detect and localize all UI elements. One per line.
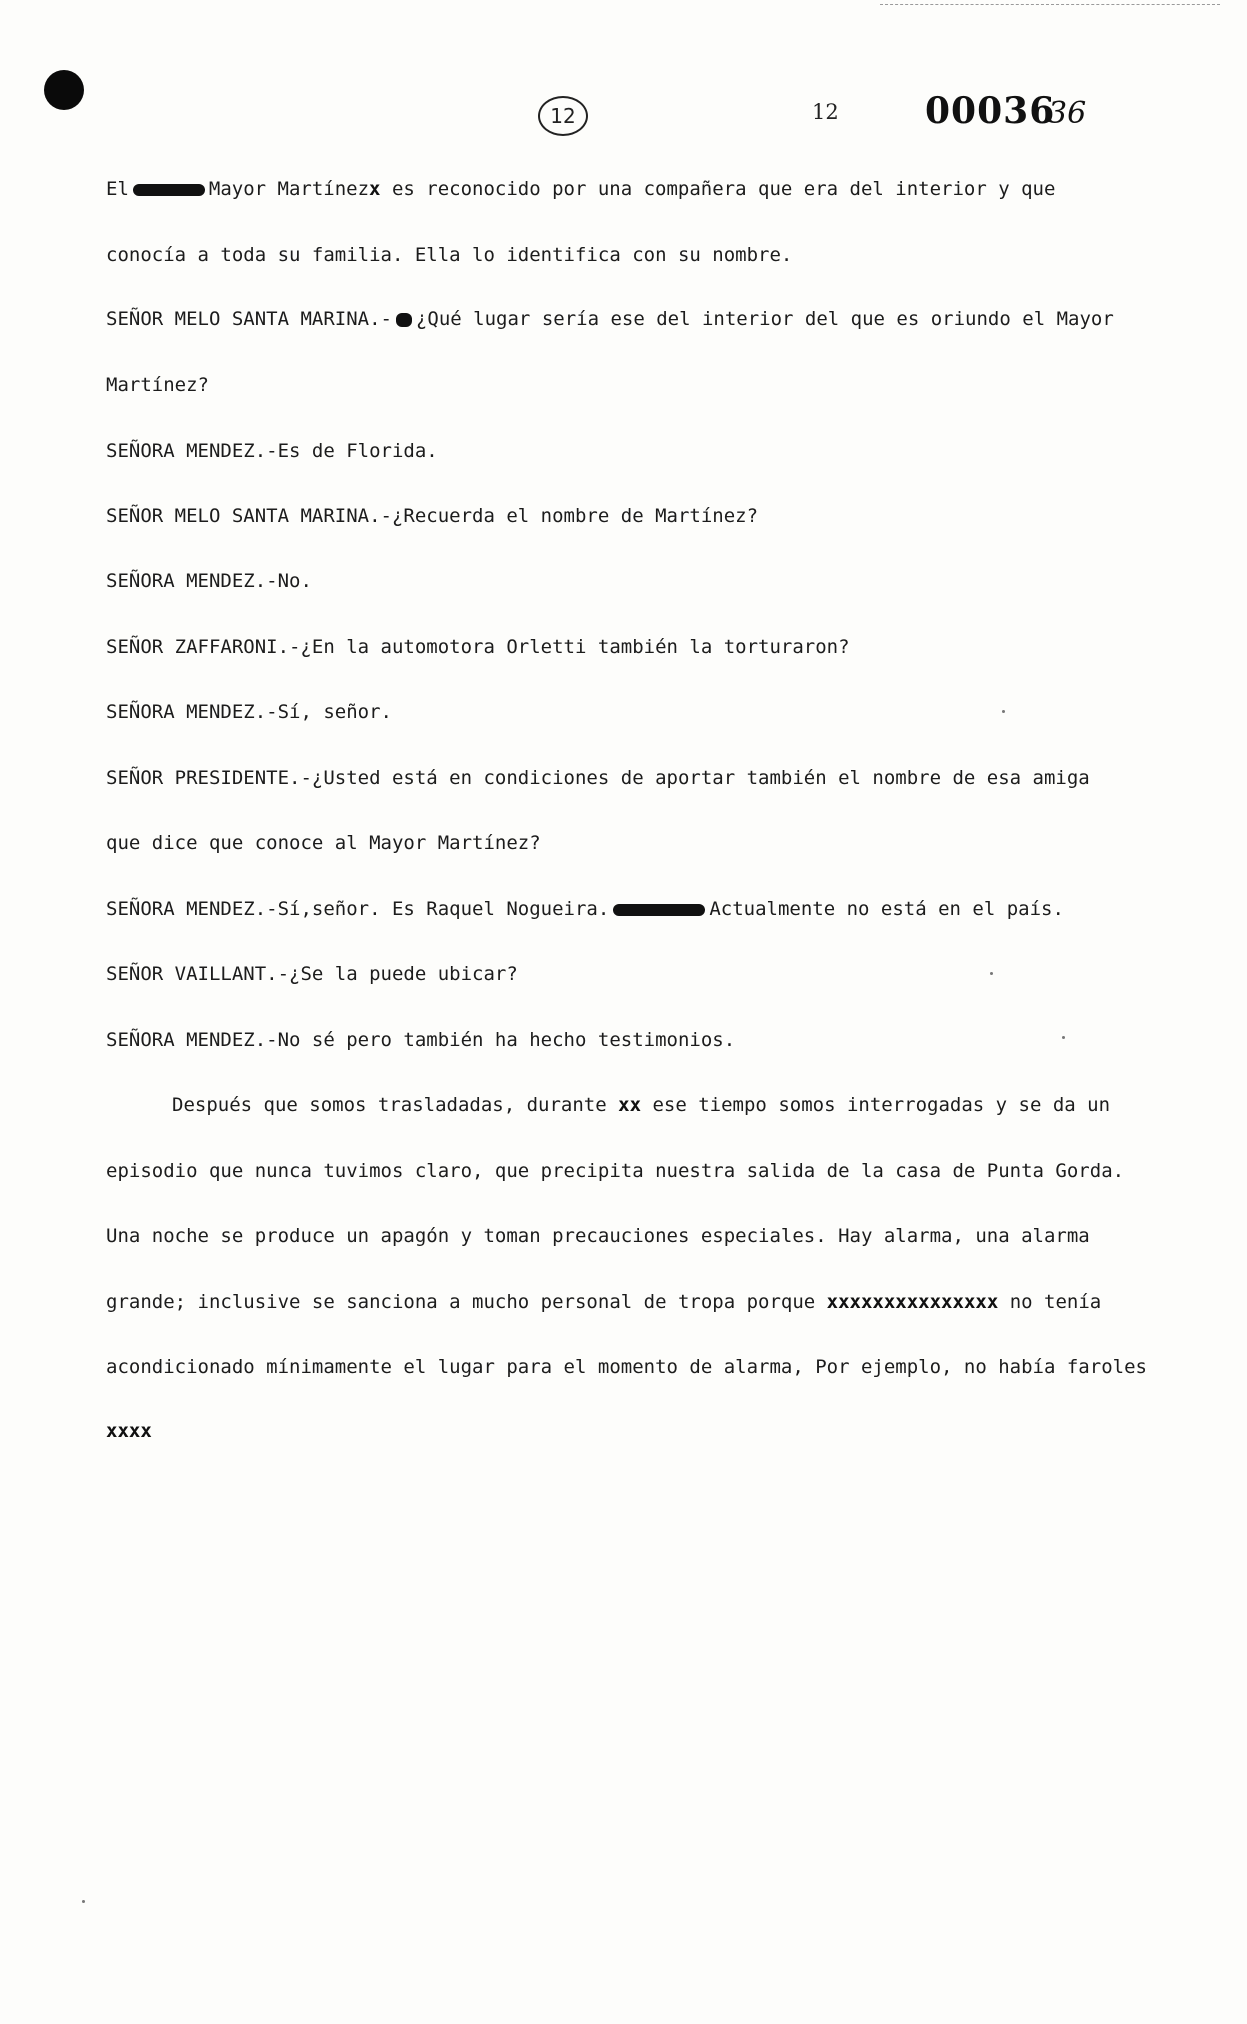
strikeout-mark: xxxx <box>106 1420 152 1442</box>
text-line: SEÑOR MELO SANTA MARINA.- ¿Qué lugar sería ese del interior del que es oriundo el Mayor <box>106 308 1114 330</box>
text-line: SEÑORA MENDEZ.-Sí,señor. Es Raquel Nogueira. Actualmente no está en el país. <box>106 898 1064 920</box>
redaction-mark <box>133 184 205 196</box>
speck-mark <box>1002 710 1005 713</box>
handwritten-folio: 36 <box>1048 96 1087 131</box>
speck-mark <box>990 972 993 975</box>
text-line: SEÑORA MENDEZ.-No sé pero también ha hecho testimonios. <box>106 1029 736 1051</box>
speck-mark <box>1062 1036 1065 1039</box>
circled-page-number: 12 <box>538 96 588 136</box>
text-line: SEÑORA MENDEZ.-Sí, señor. <box>106 701 392 723</box>
text-line: SEÑOR PRESIDENTE.-¿Usted está en condiciones de aportar también el nombre de esa amiga <box>106 767 1090 789</box>
text-line: episodio que nunca tuvimos claro, que precipita nuestra salida de la casa de Punta Gorda. <box>106 1160 1125 1182</box>
strikeout-mark: x <box>369 178 381 200</box>
text-line: El Mayor Martínezx es reconocido por una compañera que era del interior y que <box>106 178 1056 200</box>
punch-hole-mark <box>44 70 84 110</box>
redaction-mark <box>613 904 705 916</box>
text-line: conocía a toda su familia. Ella lo identifica con su nombre. <box>106 244 793 266</box>
text-line: acondicionado mínimamente el lugar para el momento de alarma, Por ejemplo, no había faroles <box>106 1356 1147 1378</box>
top-edge-line <box>880 4 1220 5</box>
text-line: SEÑOR ZAFFARONI.-¿En la automotora Orletti también la torturaron? <box>106 636 850 658</box>
text-line: que dice que conoce al Mayor Martínez? <box>106 832 541 854</box>
speck-mark <box>82 1900 85 1903</box>
text-line: Martínez? <box>106 374 209 396</box>
text-line: grande; inclusive se sanciona a mucho personal de tropa porque xxxxxxxxxxxxxxx no tenía <box>106 1291 1102 1313</box>
strikeout-mark: xx <box>618 1094 642 1116</box>
text-line: SEÑORA MENDEZ.-Es de Florida. <box>106 440 438 462</box>
redaction-mark <box>396 313 412 327</box>
folio-stamp: 00036 <box>925 90 1056 132</box>
text-line: SEÑOR VAILLANT.-¿Se la puede ubicar? <box>106 963 518 985</box>
text-line: SEÑORA MENDEZ.-No. <box>106 570 312 592</box>
text-line: Después que somos trasladadas, durante xx ese tiempo somos interrogadas y se da un <box>172 1094 1111 1116</box>
text-line: SEÑOR MELO SANTA MARINA.-¿Recuerda el nombre de Martínez? <box>106 505 759 527</box>
text-line: Una noche se produce un apagón y toman precauciones especiales. Hay alarma, una alarma <box>106 1225 1090 1247</box>
page-number: 12 <box>812 100 839 124</box>
strikeout-mark: xxxxxxxxxxxxxxx <box>826 1291 999 1313</box>
